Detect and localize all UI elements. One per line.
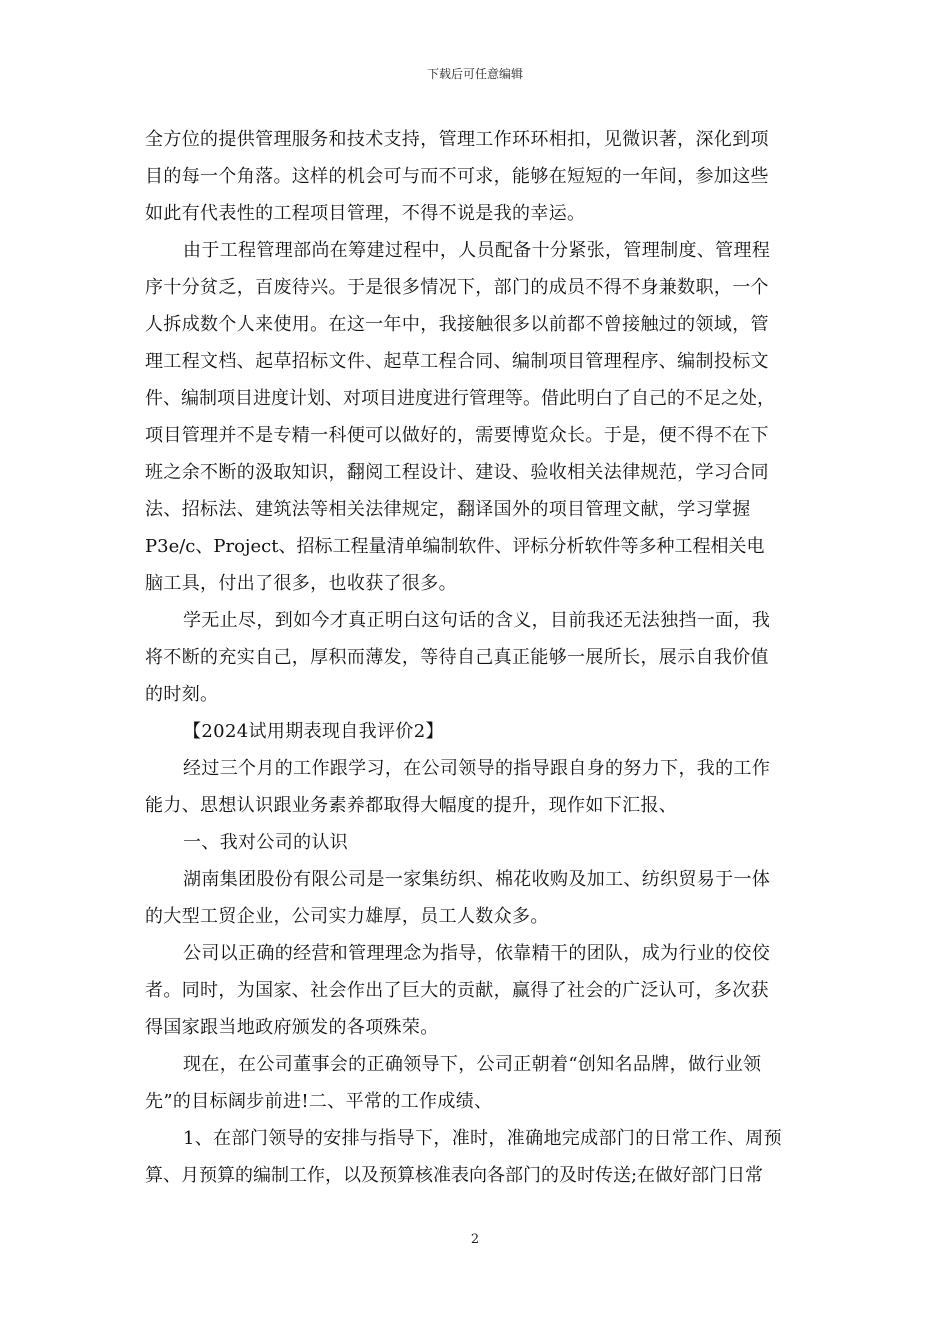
text-line: 全方位的提供管理服务和技术支持，管理工作环环相扣，见微识著，深化到项 — [145, 129, 769, 150]
text-line: 的时刻。 — [145, 684, 219, 705]
text-line: 班之余不断的汲取知识，翻阅工程设计、建设、验收相关法律规范，学习合同 — [145, 462, 769, 483]
text-line: 者。同时，为国家、社会作出了巨大的贡献，赢得了社会的广泛认可，多次获 — [145, 980, 769, 1001]
text-line: 由于工程管理部尚在筹建过程中，人员配备十分紧张，管理制度、管理程 — [183, 240, 771, 261]
text-line: 件、编制项目进度计划、对项目进度进行管理等。借此明白了自己的不足之处， — [145, 388, 775, 409]
section-heading: 【2024试用期表现自我评价2】 — [183, 721, 444, 742]
text-line: 理工程文档、起草招标文件、起草工程合同、编制项目管理程序、编制投标文 — [145, 351, 769, 372]
text-line: 脑工具，付出了很多，也收获了很多。 — [145, 573, 457, 594]
text-line: 湖南集团股份有限公司是一家集纺织、棉花收购及加工、纺织贸易于一体 — [183, 869, 771, 890]
text-line: 目的每一个角落。这样的机会可与而不可求，能够在短短的一年间，参加这些 — [145, 166, 769, 187]
document-body — [145, 121, 815, 1194]
text-line: P3e/c、Project、招标工程量清单编制软件、评标分析软件等多种工程相关电 — [145, 536, 765, 557]
text-line: 经过三个月的工作跟学习，在公司领导的指导跟自身的努力下，我的工作 — [183, 758, 771, 779]
text-line: 先”的目标阔步前进!二、平常的工作成绩、 — [145, 1091, 493, 1112]
text-line: 得国家跟当地政府颁发的各项殊荣。 — [145, 1017, 439, 1038]
text-line: 法、招标法、建筑法等相关法律规定，翻译国外的项目管理文献，学习掌握 — [145, 499, 751, 520]
text-line: 序十分贫乏，百废待兴。于是很多情况下，部门的成员不得不身兼数职，一个 — [145, 277, 769, 298]
page-number: 2 — [470, 1232, 480, 1247]
text-line: 学无止尽，到如今才真正明白这句话的含义，目前我还无法独挡一面，我 — [183, 610, 771, 631]
text-line: 现在，在公司董事会的正确领导下，公司正朝着“创知名品牌，做行业领 — [183, 1054, 762, 1075]
text-line: 算、月预算的编制工作，以及预算核准表向各部门的及时传送;在做好部门日常 — [145, 1165, 764, 1186]
subsection-heading: 一、我对公司的认识 — [183, 832, 349, 853]
text-line: 的大型工贸企业，公司实力雄厚，员工人数众多。 — [145, 906, 549, 927]
page-header: 下载后可任意编辑 — [426, 67, 523, 81]
text-line: 1、在部门领导的安排与指导下，准时，准确地完成部门的日常工作、周预 — [183, 1128, 782, 1149]
text-line: 项目管理并不是专精一科便可以做好的，需要博览众长。于是，便不得不在下 — [145, 425, 769, 446]
text-line: 人拆成数个人来使用。在这一年中，我接触很多以前都不曾接触过的领域，管 — [145, 314, 769, 335]
text-line: 能力、思想认识跟业务素养都取得大幅度的提升，现作如下汇报、 — [145, 795, 678, 816]
text-line: 公司以正确的经营和管理理念为指导，依靠精干的团队，成为行业的佼佼 — [183, 943, 771, 964]
text-line: 如此有代表性的工程项目管理，不得不说是我的幸运。 — [145, 203, 586, 224]
text-line: 将不断的充实自己，厚积而薄发，等待自己真正能够一展所长，展示自我价值 — [145, 647, 769, 668]
